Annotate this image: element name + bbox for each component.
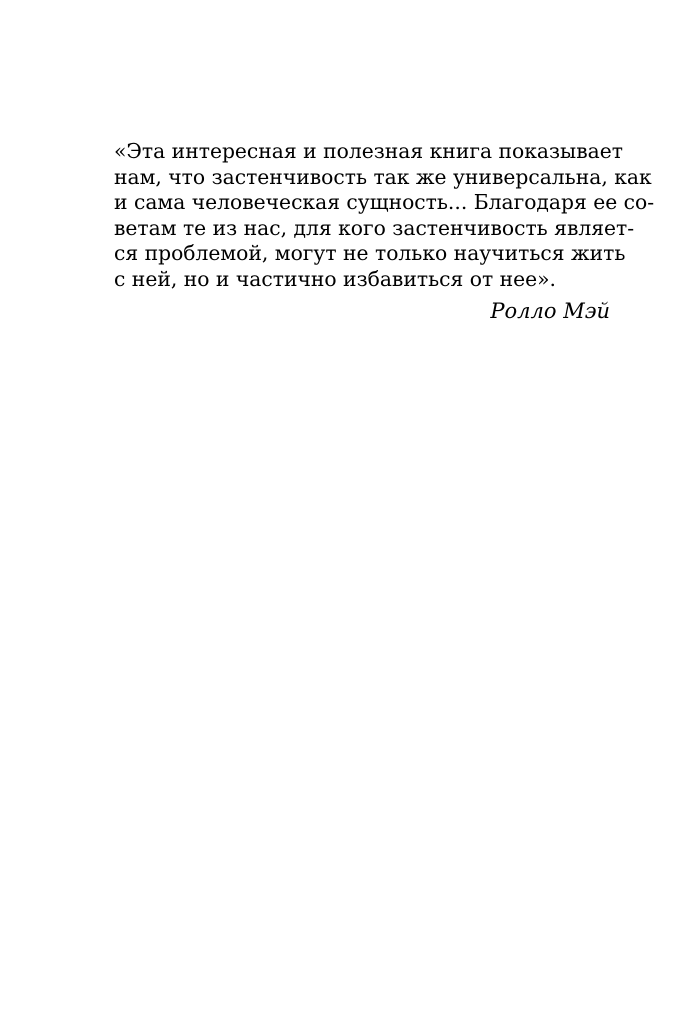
- quote-line: ся проблемой, могут не только научиться жить: [114, 241, 626, 266]
- epigraph-author: Ролло Мэй: [490, 298, 610, 323]
- epigraph-block: [114, 139, 655, 324]
- quote-line: и сама человеческая сущность... Благодаря ее со-: [114, 190, 655, 215]
- quote-line: нам, что застенчивость так же универсальна, как: [114, 164, 652, 189]
- quote-line: «Эта интересная и полезная книга показывает: [114, 139, 623, 163]
- quote-line: ветам те из нас, для кого застенчивость являет-: [114, 215, 635, 240]
- quote-line: с ней, но и частично избавиться от нее».: [114, 266, 556, 291]
